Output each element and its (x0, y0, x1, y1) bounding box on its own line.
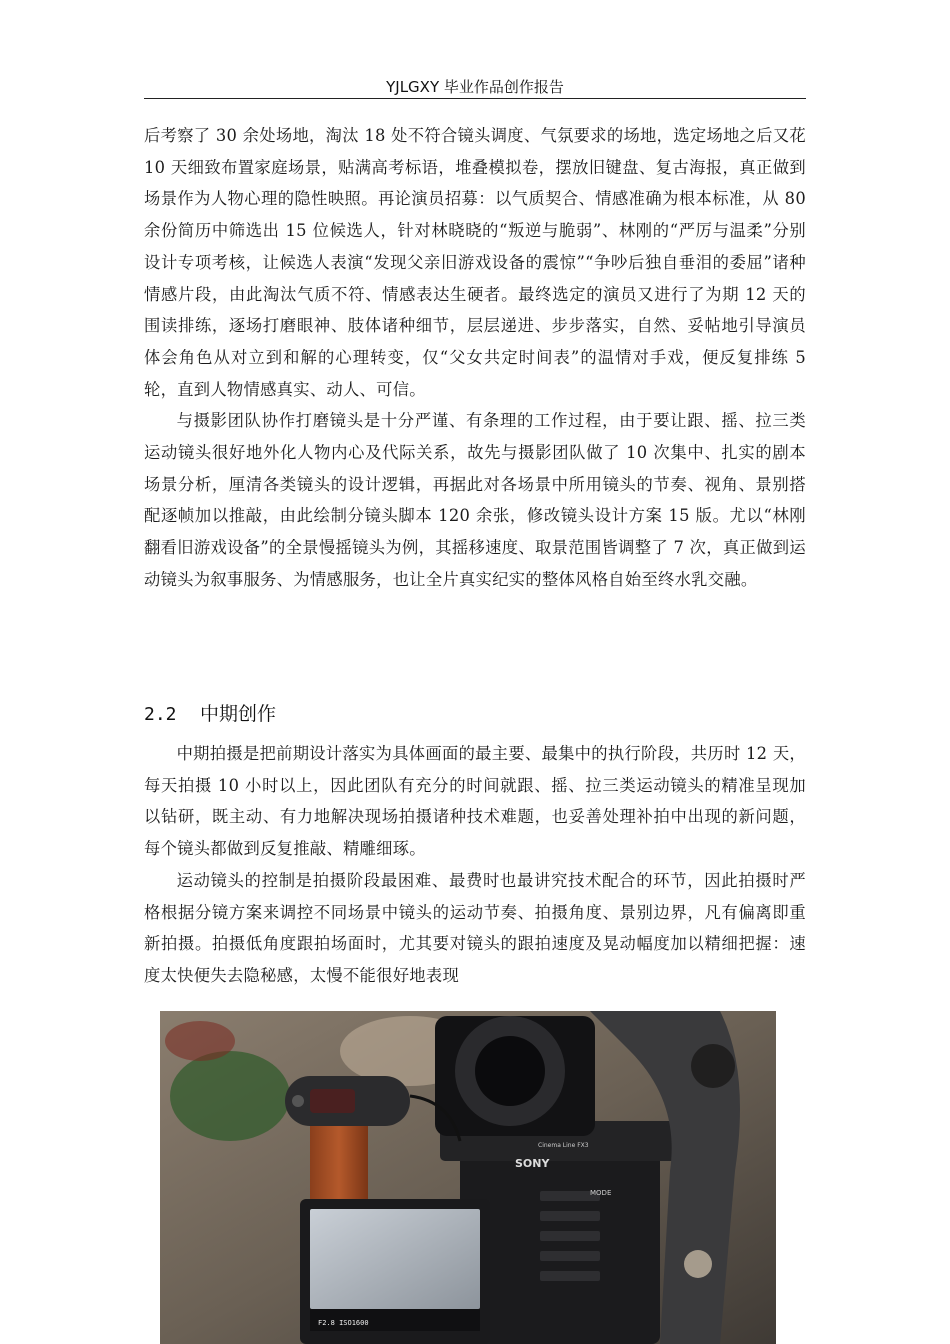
body-text-section (144, 738, 806, 992)
paragraph: 运动镜头的控制是拍摄阶段最困难、最费时也最讲究技术配合的环节，因此拍摄时严格根据分镜方案来调控不同场景中镜头的运动节奏、拍摄角度、景别边界，凡有偏离即重新拍摄。拍摄低角度跟拍场面时，尤其要对镜头的跟拍速度及晃动幅度加以精细把握：速度太快便失去隐秘感，太慢不能很好地表现 (144, 870, 806, 985)
mode-label: MODE (590, 1189, 612, 1197)
monitor-image (310, 1209, 480, 1309)
running-header: YJLGXY 毕业作品创作报告 (386, 78, 564, 96)
section-title: 中期创作 (200, 703, 277, 725)
cage-screw-hole (691, 1044, 735, 1088)
paragraph: 后考察了 30 余处场地，淘汰 18 处不符合镜头调度、气氛要求的场地，选定场地之后又花 10 天细致布置家庭场景，贴满高考标语，堆叠模拟卷，摆放旧键盘、复古海报，真正做到场景作为人物心理的隐性映照。再论演员招募：以气质契合、情感准确为根本标准，从 80 余份简历中筛选出 15 位候选人，针对林晓晓的“叛逆与脆弱”、林刚的“严厉与温柔”分别设计专项考核，让候选人表演“发现父亲旧游戏设备的震惊”“争吵后独自垂泪的委屈”诸种情感片段，由此淘汰气质不符、情感表达生硬者。最终选定的演员又进行了为期 12 天的围读排练，逐场打磨眼神、肢体诸种细节，层层递进、步步落实，自然、妥帖地引导演员体会角色从对立到和解的心理转变，仅“父女共定时间表”的温情对手戏，便反复排练 5 轮，直到人物情感真实、动人、可信。 (144, 126, 806, 399)
cage-screw (684, 1250, 712, 1278)
header-rule (144, 98, 806, 99)
section-heading (144, 700, 276, 728)
monitor-readout: F2.8 ISO1600 (318, 1319, 369, 1327)
section-number: 2.2 (144, 704, 177, 725)
camera-brand: SONY (515, 1157, 550, 1170)
camera-rig-photo (160, 1011, 776, 1344)
camera-model-label: Cinema Line FX3 (538, 1142, 589, 1149)
paragraph: 中期拍摄是把前期设计落实为具体画面的最主要、最集中的执行阶段，共历时 12 天，每天拍摄 10 小时以上，因此团队有充分的时间就跟、摇、拉三类运动镜头的精准呈现加以钻研，既主动、有力地解决现场拍摄诸种技术难题，也妥善处理补拍中出现的新问题，每个镜头都做到反复推敲、精雕细琢。 (144, 744, 806, 859)
paragraph: 与摄影团队协作打磨镜头是十分严谨、有条理的工作过程，由于要让跟、摇、拉三类运动镜头很好地外化人物内心及代际关系，故先与摄影团队做了 10 次集中、扎实的剧本场景分析，厘清各类镜头的设计逻辑，再据此对各场景中所用镜头的节奏、视角、景别搭配逐帧加以推敲，由此绘制分镜头脚本 120 余张，修改镜头设计方案 15 版。尤以“林刚翻看旧游戏设备”的全景慢摇镜头为例，其摇移速度、取景范围皆调整了 7 次，真正做到运动镜头为叙事服务、为情感服务，也让全片真实纪实的整体风格自始至终水乳交融。 (144, 411, 806, 589)
red-blur (165, 1021, 235, 1061)
green-motorbike-blur (170, 1051, 290, 1141)
body-text-top (144, 120, 806, 596)
